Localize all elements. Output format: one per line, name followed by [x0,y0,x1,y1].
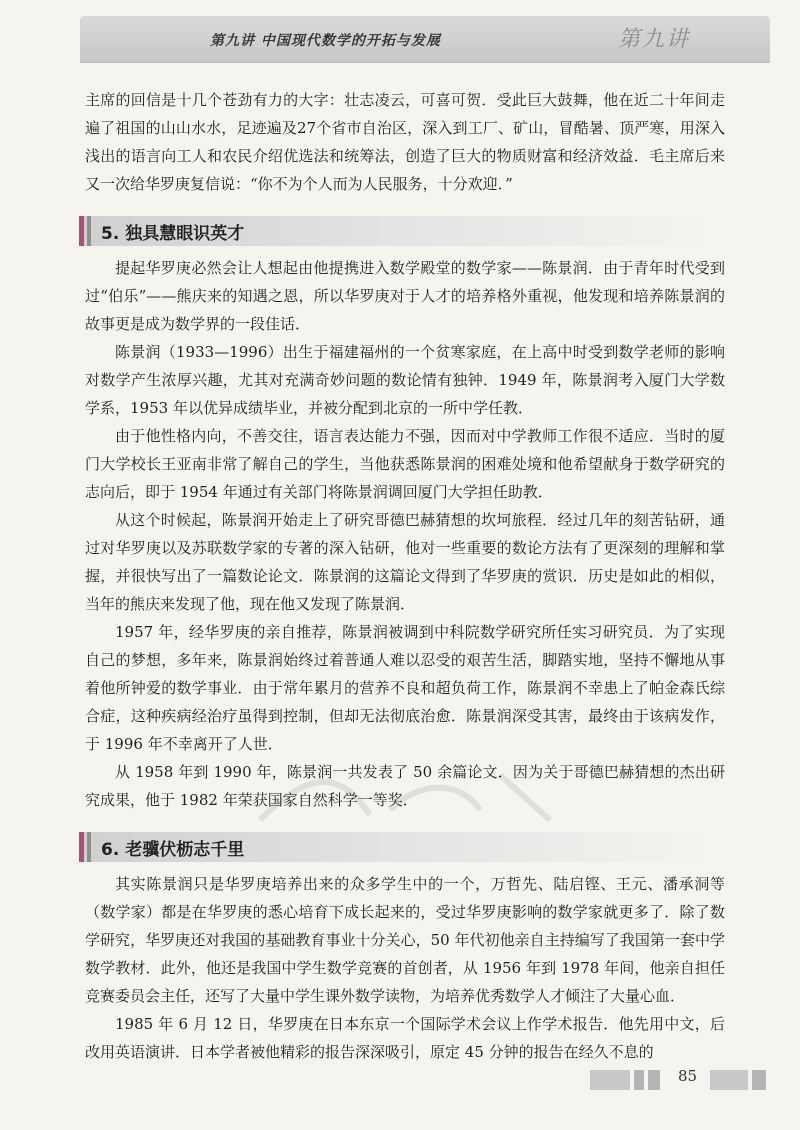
paragraph: 主席的回信是十几个苍劲有力的大字：壮志凌云，可喜可贺．受此巨大鼓舞，他在近二十年间走遍了祖国的山山水水，足迹遍及27个省市自治区，深入到工厂、矿山，冒酷暑、顶严寒，用深入浅出的语言向工人和农民介绍优选法和统筹法，创造了巨大的物质财富和经济效益．毛主席后来又一次给华罗庚复信说：“你不为个人而为人民服务，十分欢迎．” [85,91,725,193]
heading-gray-bar [87,216,91,246]
heading-gray-bar [87,832,91,862]
paragraph: 1957 年，经华罗庚的亲自推荐，陈景润被调到中科院数学研究所任实习研究员．为了实现自己的梦想，多年来，陈景润始终过着普通人难以忍受的艰苦生活，脚踏实地，坚持不懈地从事着他所钟爱的数学事业．由于常年累月的营养不良和超负荷工作，陈景润不幸患上了帕金森氏综合症，这种疾病经治疗虽得到控制，但却无法彻底治愈．陈景润深受其害，最终由于该病发作，于 1996 年不幸离开了人世． [85,623,725,753]
section-heading-5 [79,216,725,246]
footer-bar [634,1070,644,1090]
paragraph: 其实陈景润只是华罗庚培养出来的众多学生中的一个，万哲先、陆启铿、王元、潘承洞等（数学家）都是在华罗庚的悉心培育下成长起来的，受过华罗庚影响的数学家就更多了．除了数学研究，华罗庚还对我国的基础教育事业十分关心，50 年代初他亲自主持编写了我国第一套中学数学教材．此外，他还是我国中学生数学竞赛的首创者，从 1956 年到 1978 年间，他亲自担任竞赛委员会主任，还写了大量中学生课外数学读物，为培养优秀数学人才倾注了大量心血． [85,875,725,1005]
heading-accent-bar [79,216,84,246]
footer-bar [752,1070,766,1090]
page-content [85,86,725,1066]
heading-accent-bar [79,832,84,862]
paragraph: 陈景润（1933—1996）出生于福建福州的一个贫寒家庭，在上高中时受到数学老师的影响对数学产生浓厚兴趣，尤其对充满奇妙问题的数论情有独钟．1949 年，陈景润考入厦门大学数学系，1953 年以优异成绩毕业，并被分配到北京的一所中学任教． [85,343,725,417]
paragraph: 从 1958 年到 1990 年，陈景润一共发表了 50 余篇论文．因为关于哥德巴赫猜想的杰出研究成果，他于 1982 年荣获国家自然科学一等奖． [85,763,725,809]
footer-bar [648,1070,660,1090]
section-heading-6 [79,832,725,862]
section-heading-label: 6. 老骥伏枥志千里 [101,839,245,860]
paragraph: 1985 年 6 月 12 日，华罗庚在日本东京一个国际学术会议上作学术报告．他先用中文，后改用英语演讲．日本学者被他精彩的报告深深吸引，原定 45 分钟的报告在经久不息的 [85,1015,725,1061]
footer-bar [590,1070,630,1090]
paragraph: 从这个时候起，陈景润开始走上了研究哥德巴赫猜想的坎坷旅程．经过几年的刻苦钻研，通过对华罗庚以及苏联数学家的专著的深入钻研，他对一些重要的数论方法有了更深刻的理解和掌握，并很快写出了一篇数论论文．陈景润的这篇论文得到了华罗庚的赏识．历史是如此的相似，当年的熊庆来发现了他，现在他又发现了陈景润． [85,511,725,613]
lecture-label: 第九讲 [617,27,690,52]
page-number: 85 [678,1067,698,1085]
paragraph: 提起华罗庚必然会让人想起由他提携进入数学殿堂的数学家——陈景润．由于青年时代受到过“伯乐”——熊庆来的知遇之恩，所以华罗庚对于人才的培养格外重视，他发现和培养陈景润的故事更是成为数学界的一段佳话． [85,259,725,333]
section-heading-label: 5. 独具慧眼识英才 [101,223,245,244]
paragraph: 由于他性格内向，不善交往，语言表达能力不强，因而对中学教师工作很不适应．当时的厦门大学校长王亚南非常了解自己的学生，当他获悉陈景润的困难处境和他希望献身于数学研究的志向后，即于 1954 年通过有关部门将陈景润调回厦门大学担任助教． [85,427,725,501]
footer-bar [710,1070,748,1090]
running-header-title: 第九讲 中国现代数学的开拓与发展 [210,33,441,49]
